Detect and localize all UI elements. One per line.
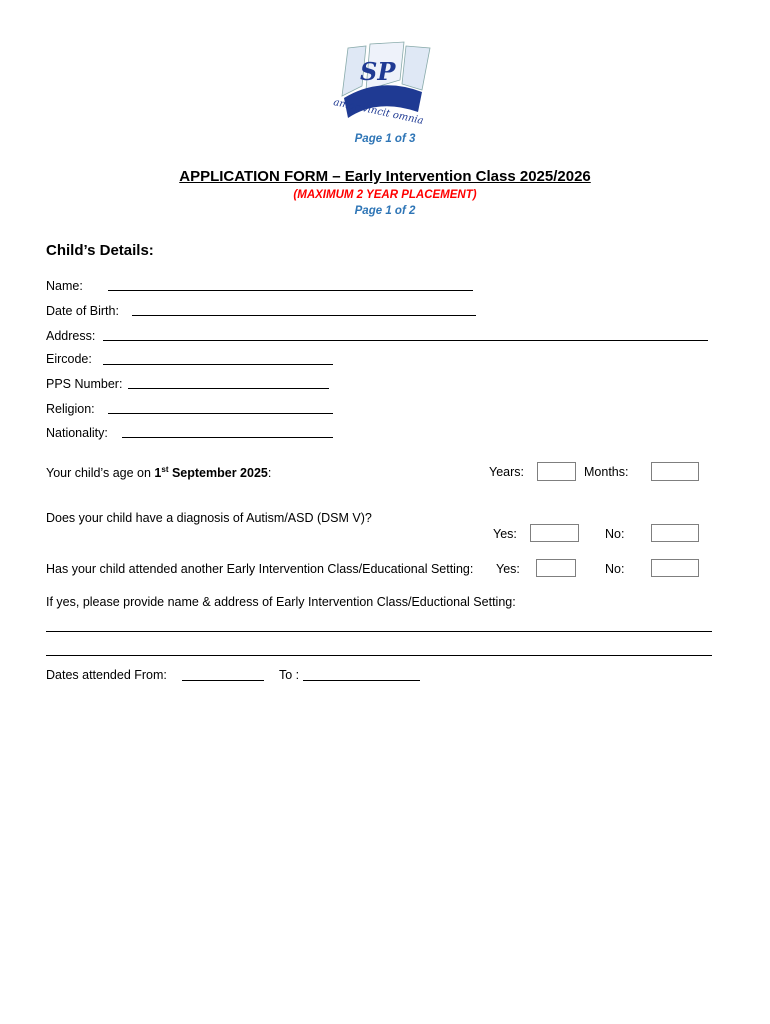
logo-initials: SP (360, 57, 396, 86)
address-label: Address: (46, 329, 96, 343)
name-input-line[interactable] (108, 290, 473, 291)
attended-no-box[interactable] (651, 559, 699, 577)
months-label: Months: (584, 465, 629, 479)
attended-yes-label: Yes: (496, 562, 520, 576)
setting-line-2[interactable] (46, 655, 712, 656)
years-box[interactable] (537, 462, 576, 481)
autism-question: Does your child have a diagnosis of Autism/ASD (DSM V)? (46, 511, 372, 525)
autism-yes-box[interactable] (530, 524, 579, 542)
dob-input-line[interactable] (132, 315, 476, 316)
autism-yes-label: Yes: (493, 527, 517, 541)
eircode-label: Eircode: (46, 352, 92, 366)
autism-no-label: No: (605, 527, 625, 541)
school-logo (326, 40, 438, 128)
months-box[interactable] (651, 462, 699, 481)
age-question: Your child’s age on 1st September 2025: (46, 465, 272, 481)
autism-no-box[interactable] (651, 524, 699, 542)
pps-label: PPS Number: (46, 377, 123, 391)
logo-motto: amor vincit omnia (332, 97, 425, 127)
page-number-sub: Page 1 of 2 (354, 205, 416, 217)
religion-input-line[interactable] (108, 413, 333, 414)
dates-from-label: Dates attended From: (46, 668, 167, 682)
religion-label: Religion: (46, 402, 95, 416)
page-number-top: Page 1 of 3 (354, 133, 416, 145)
dates-to-label: To : (279, 668, 300, 682)
eircode-input-line[interactable] (103, 364, 333, 365)
years-label: Years: (489, 465, 524, 479)
nationality-label: Nationality: (46, 426, 108, 440)
attended-question: Has your child attended another Early Intervention Class/Educational Setting: (46, 562, 474, 576)
nationality-input-line[interactable] (122, 437, 333, 438)
name-label: Name: (46, 279, 83, 293)
pps-input-line[interactable] (128, 388, 329, 389)
dates-to-line[interactable] (303, 680, 420, 681)
attended-yes-box[interactable] (536, 559, 576, 577)
attended-no-label: No: (605, 562, 625, 576)
dates-from-line[interactable] (182, 680, 264, 681)
dob-label: Date of Birth: (46, 304, 119, 318)
provide-instruction: If yes, please provide name & address of Early Intervention Class/Eductional Setting: (46, 595, 516, 609)
placement-note: (MAXIMUM 2 YEAR PLACEMENT) (293, 189, 477, 201)
address-input-line[interactable] (103, 340, 708, 341)
form-title: APPLICATION FORM – Early Intervention Class 2025/2026 (179, 168, 591, 185)
section-title: Child’s Details: (46, 242, 154, 259)
setting-line-1[interactable] (46, 631, 712, 632)
